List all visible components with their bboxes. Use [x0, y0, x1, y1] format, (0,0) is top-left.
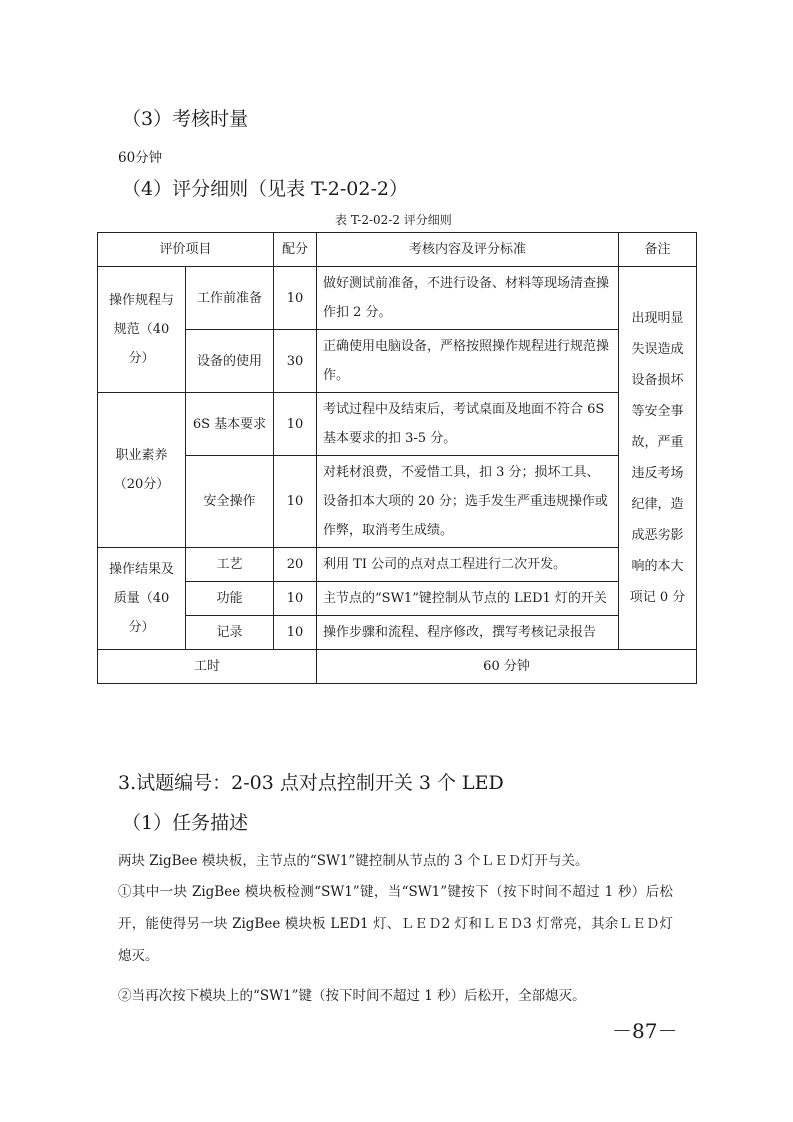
table-row	[98, 267, 697, 330]
sub-item: 6S 基本要求	[186, 393, 274, 456]
group-name: 操作规程与规范（40分）	[98, 267, 186, 393]
page-number: －87－	[612, 1019, 678, 1043]
table-row	[98, 456, 697, 548]
section-heading-duration: （3）考核时量	[122, 108, 249, 130]
table-caption: 表 T-2-02-2 评分细则	[335, 213, 452, 227]
score-cell: 10	[274, 582, 317, 616]
header-item: 评价项目	[98, 233, 274, 267]
footer-label: 工时	[98, 650, 317, 684]
score-cell: 10	[274, 616, 317, 650]
score-cell: 20	[274, 548, 317, 582]
task3-heading: 3.试题编号：2-03 点对点控制开关 3 个 LED	[118, 772, 504, 794]
remark-cell: 出现明显失误造成设备损坏等安全事故，严重违反考场纪律，造成恶劣影响的本大项记 0 分	[619, 267, 697, 650]
table-row	[98, 616, 697, 650]
sub-item: 记录	[186, 616, 274, 650]
paragraph-2: ①其中一块 ZigBee 模块板检测“SW1”键，当“SW1”键按下（按下时间不超过 1 秒）后松开，能使得另一块 ZigBee 模块板 LED1 灯、ＬＥＤ2 灯和ＬＥＤ3 灯常亮，其余ＬＥＤ灯熄灭。	[118, 884, 673, 964]
score-cell: 10	[274, 393, 317, 456]
header-remark: 备注	[619, 233, 697, 267]
scoring-table	[97, 232, 697, 684]
criteria-cell: 做好测试前准备，不进行设备、材料等现场清查操作扣 2 分。	[317, 267, 619, 330]
table-row	[98, 330, 697, 393]
header-score: 配分	[274, 233, 317, 267]
criteria-cell: 操作步骤和流程、程序修改，撰写考核记录报告	[317, 616, 619, 650]
sub-item: 安全操作	[186, 456, 274, 548]
score-cell: 10	[274, 456, 317, 548]
sub-item: 功能	[186, 582, 274, 616]
criteria-cell: 利用 TI 公司的点对点工程进行二次开发。	[317, 548, 619, 582]
criteria-cell: 考试过程中及结束后，考试桌面及地面不符合 6S 基本要求的扣 3-5 分。	[317, 393, 619, 456]
criteria-cell: 对耗材浪费，不爱惜工具，扣 3 分；损坏工具、设备扣本大项的 20 分；选手发生严重违规操作或作弊，取消考生成绩。	[317, 456, 619, 548]
score-cell: 10	[274, 267, 317, 330]
group-name: 职业素养（20分）	[98, 393, 186, 548]
group-name: 操作结果及质量（40分）	[98, 548, 186, 650]
footer-value: 60 分钟	[317, 650, 697, 684]
table-row	[98, 582, 697, 616]
table-footer-row	[98, 650, 697, 684]
score-cell: 30	[274, 330, 317, 393]
paragraph-3: ②当再次按下模块上的“SW1”键（按下时间不超过 1 秒）后松开，全部熄灭。	[118, 988, 586, 1004]
sub-item: 设备的使用	[186, 330, 274, 393]
duration-text: 60分钟	[118, 150, 163, 166]
criteria-cell: 正确使用电脑设备，严格按照操作规程进行规范操作。	[317, 330, 619, 393]
header-criteria: 考核内容及评分标准	[317, 233, 619, 267]
criteria-cell: 主节点的“SW1”键控制从节点的 LED1 灯的开关	[317, 582, 619, 616]
paragraph-1: 两块 ZigBee 模块板，主节点的“SW1”键控制从节点的 3 个ＬＥＤ灯开与关。	[118, 853, 589, 869]
sub-item: 工作前准备	[186, 267, 274, 330]
table-row	[98, 548, 697, 582]
task3-subheading: （1）任务描述	[122, 812, 249, 834]
sub-item: 工艺	[186, 548, 274, 582]
section-heading-scoring: （4）评分细则（见表 T-2-02-2）	[122, 178, 408, 200]
table-row	[98, 393, 697, 456]
table-header-row	[98, 233, 697, 267]
